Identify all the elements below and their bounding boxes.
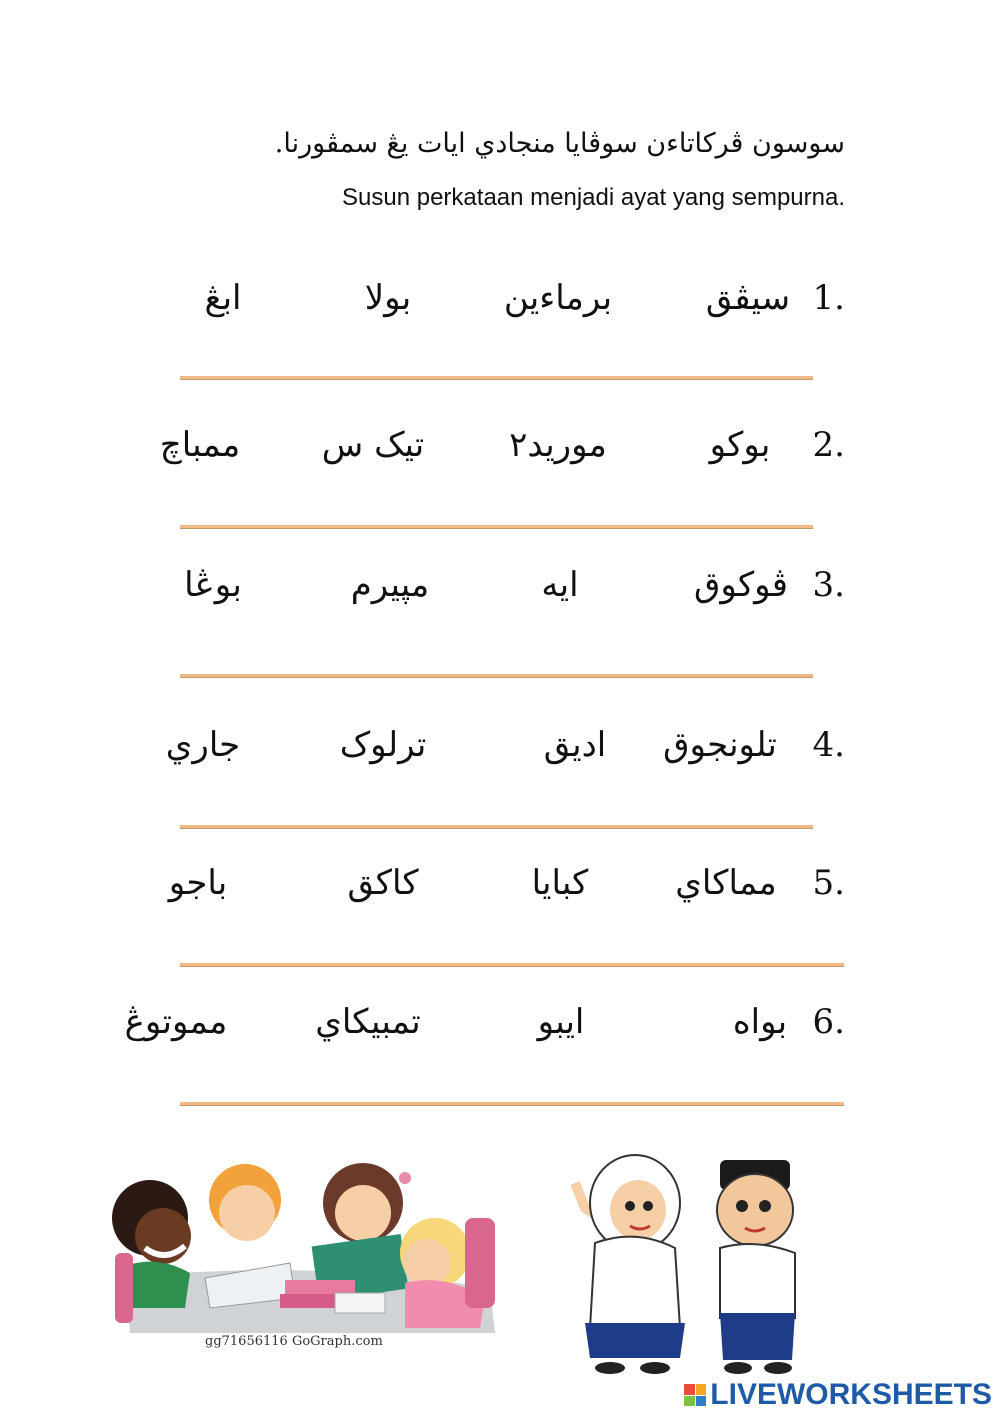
brand-name: LIVEWORKSHEETS	[710, 1378, 992, 1411]
word-card[interactable]: بولا	[364, 278, 412, 318]
question-6	[0, 1002, 1000, 1062]
word-card[interactable]: ڤوكوق	[694, 565, 788, 605]
answer-line-4[interactable]	[180, 825, 813, 829]
instruction-latin: Susun perkataan menjadi ayat yang sempurna.	[342, 184, 845, 211]
answer-line-5[interactable]	[180, 963, 844, 967]
word-card[interactable]: كبايا	[531, 863, 589, 903]
word-card[interactable]: ايبو	[537, 1002, 585, 1042]
word-card[interactable]: بوڠا	[184, 565, 242, 605]
word-card[interactable]: بواه	[732, 1002, 788, 1042]
word-card[interactable]: بوكو	[709, 425, 771, 465]
image-credit: gg71656116 GoGraph.com	[205, 1334, 383, 1349]
question-number: 2.	[812, 425, 845, 465]
question-3	[0, 565, 1000, 625]
instruction-jawi: سوسون ڤركاتاءن سوڤايا منجادي ايات يڠ سمڤورنا.	[274, 128, 845, 159]
word-card[interactable]: تلونجوق	[663, 725, 777, 765]
question-5	[0, 863, 1000, 923]
answer-line-2[interactable]	[180, 525, 813, 529]
question-2	[0, 425, 1000, 485]
liveworksheets-badge-icon	[684, 1384, 706, 1406]
word-card[interactable]: مموتوڠ	[124, 1002, 228, 1042]
answer-line-3[interactable]	[180, 674, 813, 678]
question-number: 1.	[812, 278, 845, 318]
question-number: 6.	[812, 1002, 845, 1042]
malay-children-illustration	[560, 1148, 830, 1378]
question-number: 4.	[812, 725, 845, 765]
word-card[interactable]: ترلوک	[339, 725, 427, 765]
answer-line-1[interactable]	[180, 376, 813, 380]
word-card[interactable]: سيڤق	[705, 278, 791, 318]
word-card[interactable]: تيک س	[321, 425, 425, 465]
word-card[interactable]: ايه	[541, 565, 579, 605]
question-number: 3.	[812, 565, 845, 605]
word-card[interactable]: اديق	[543, 725, 607, 765]
word-card[interactable]: ابڠ	[204, 278, 242, 318]
children-studying-illustration	[105, 1158, 500, 1338]
question-4	[0, 725, 1000, 785]
word-card[interactable]: مماكاي	[675, 863, 777, 903]
word-card[interactable]: موريد٢	[509, 425, 607, 465]
word-card[interactable]: باجو	[168, 863, 228, 903]
word-card[interactable]: ممباچ	[159, 425, 241, 465]
word-card[interactable]: كاكق	[347, 863, 419, 903]
question-number: 5.	[812, 863, 845, 903]
word-card[interactable]: تمبيكاي	[315, 1002, 421, 1042]
question-1	[0, 278, 1000, 338]
word-card[interactable]: جاري	[165, 725, 241, 765]
liveworksheets-logo	[684, 1378, 992, 1412]
word-card[interactable]: مپيرم	[350, 565, 430, 605]
answer-line-6[interactable]	[180, 1102, 844, 1106]
word-card[interactable]: برماءين	[503, 278, 613, 318]
